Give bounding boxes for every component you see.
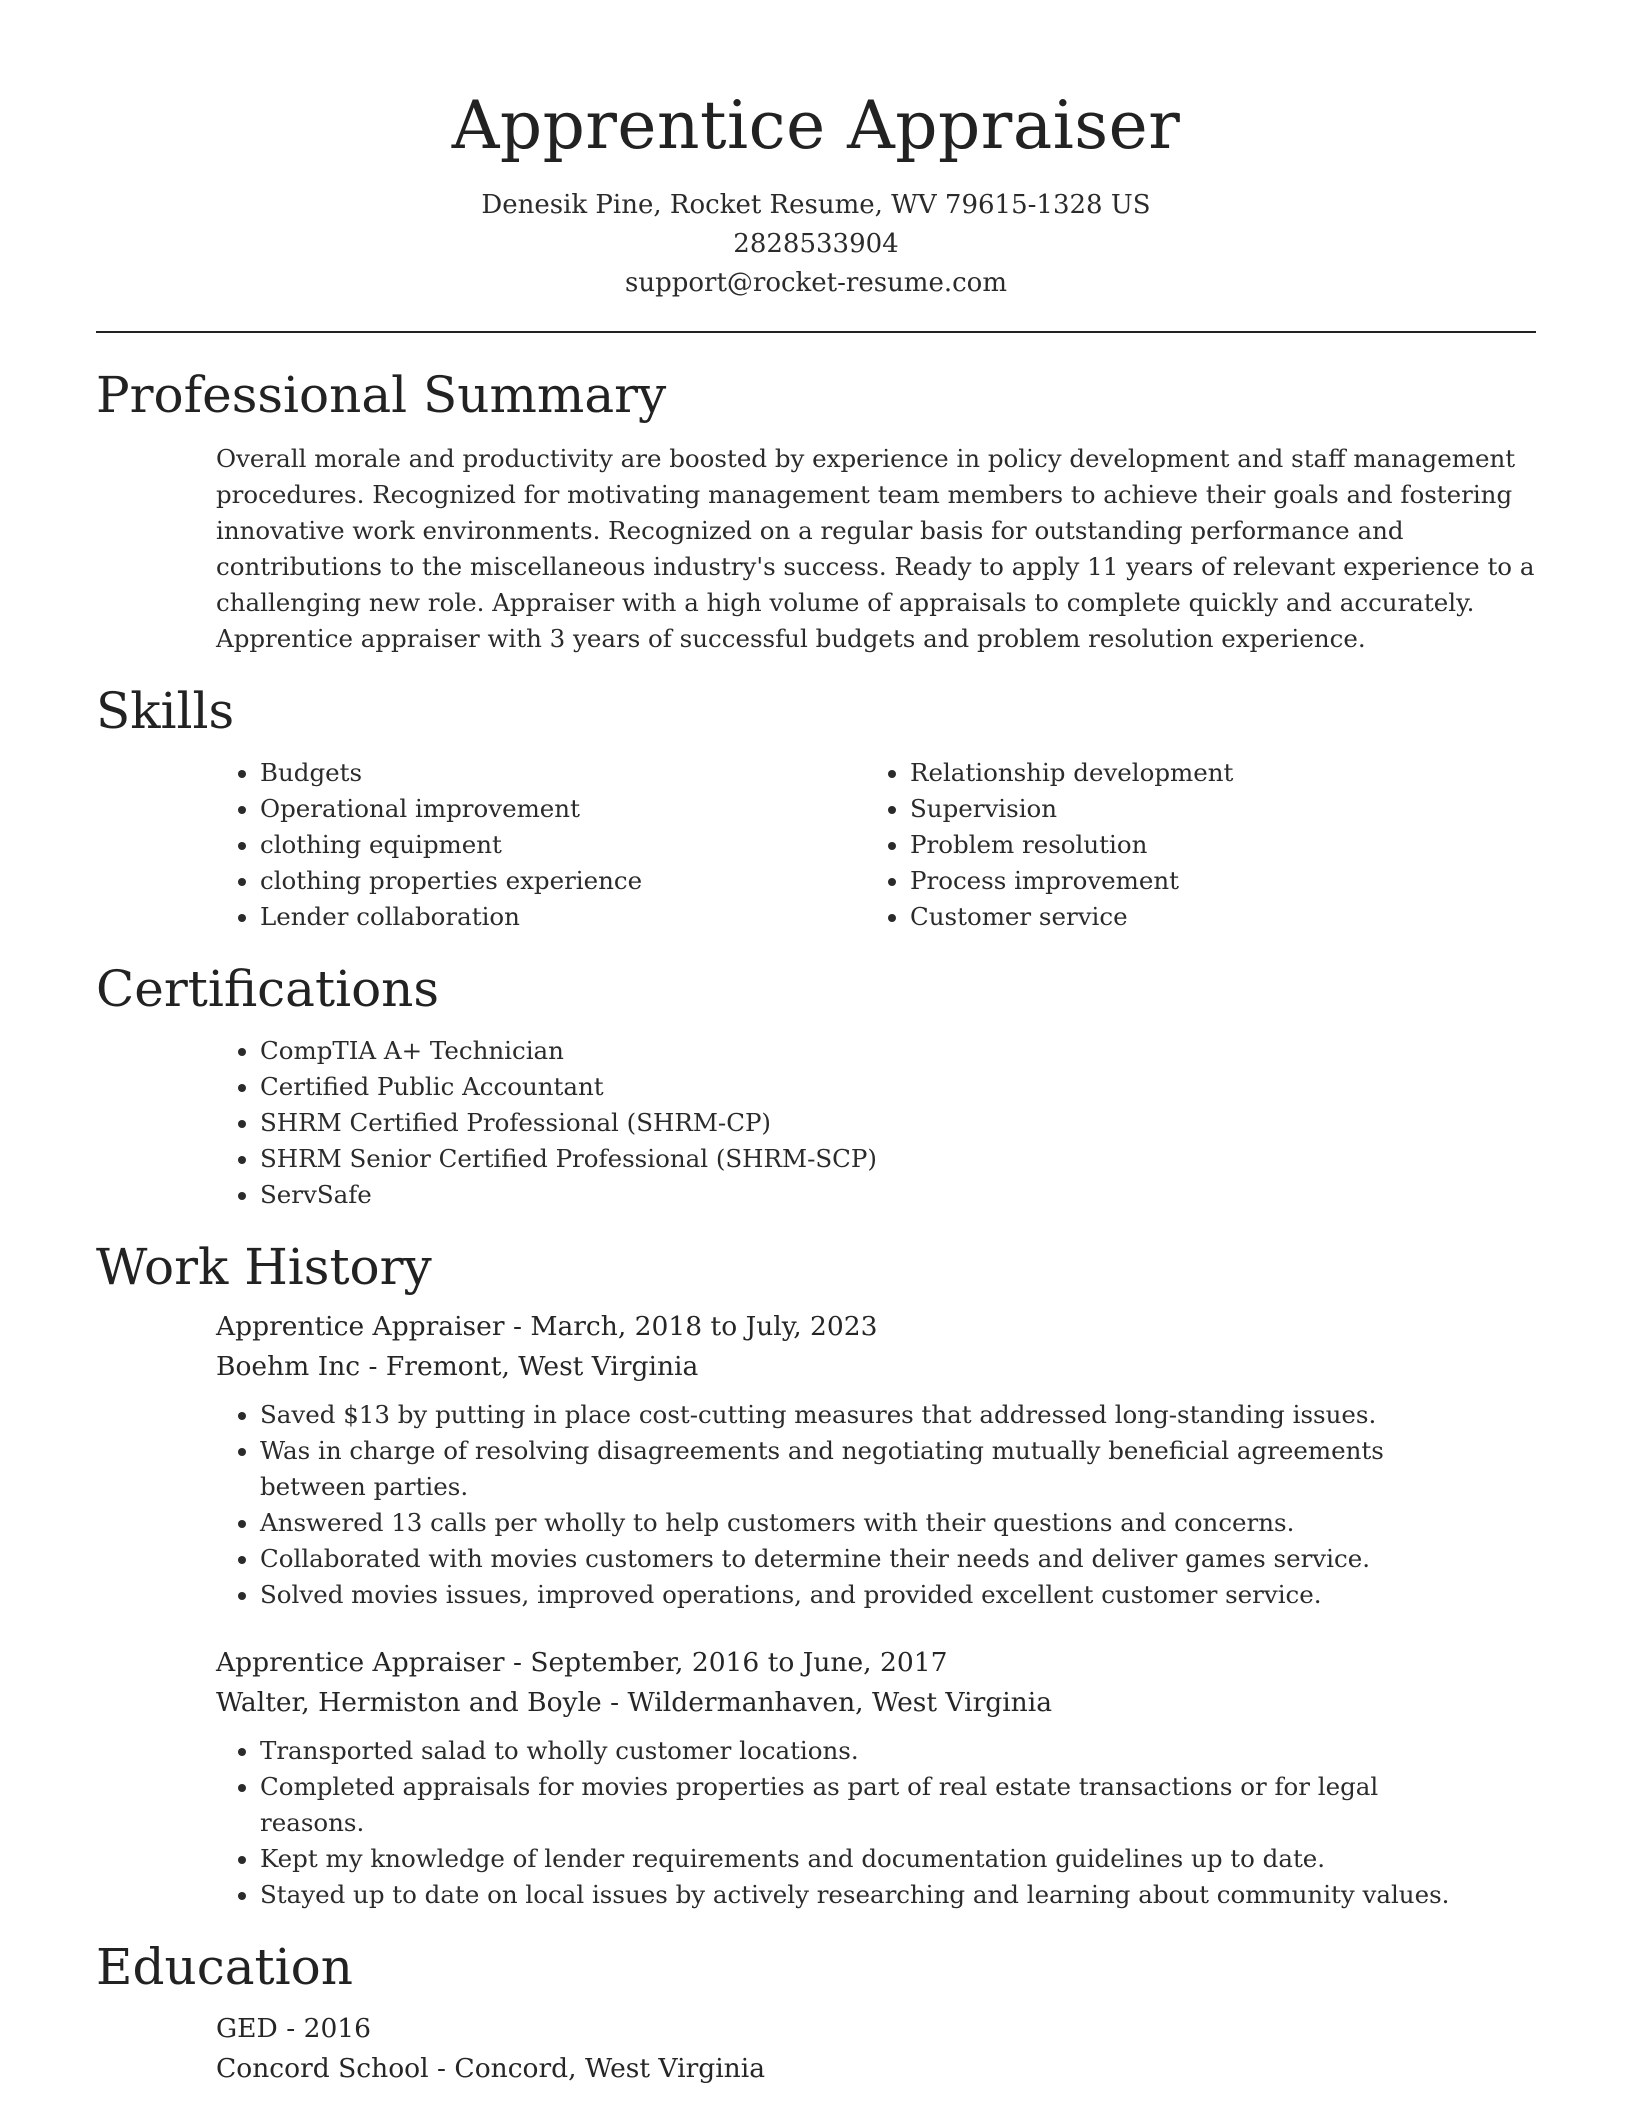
resume-header bbox=[96, 0, 1536, 303]
education-location: Concord, West Virginia bbox=[454, 2053, 766, 2084]
education-degree: GED bbox=[216, 2013, 278, 2044]
skill-item: • Budgets bbox=[260, 755, 866, 791]
certification-item: • Certified Public Accountant bbox=[260, 1069, 1536, 1105]
job-bullet: • Solved movies issues, improved operations, and provided excellent customer service. bbox=[260, 1577, 1490, 1613]
job-title: Apprentice Appraiser bbox=[216, 1311, 505, 1342]
work-history-section bbox=[96, 1235, 1536, 1913]
education-school-line: Concord School - Concord, West Virginia bbox=[216, 2053, 766, 2084]
education-section bbox=[96, 1935, 1536, 2089]
job-company: Walter, Hermiston and Boyle bbox=[216, 1687, 602, 1718]
certification-item: • SHRM Senior Certified Professional (SHRM-SCP) bbox=[260, 1141, 1536, 1177]
job-bullet: • Transported salad to wholly customer locations. bbox=[260, 1733, 1490, 1769]
contact-phone: 2828533904 bbox=[733, 229, 899, 259]
skill-item: • Customer service bbox=[910, 899, 1516, 935]
skill-item: • clothing equipment bbox=[260, 827, 866, 863]
certifications-title: Certifications bbox=[96, 960, 440, 1018]
skill-item: • Process improvement bbox=[910, 863, 1516, 899]
skills-title: Skills bbox=[96, 682, 235, 740]
skill-item: • Problem resolution bbox=[910, 827, 1516, 863]
work-history-title: Work History bbox=[96, 1238, 432, 1296]
skill-item: • Relationship development bbox=[910, 755, 1516, 791]
education-year: 2016 bbox=[303, 2013, 372, 2044]
contact-email: support@rocket-resume.com bbox=[624, 268, 1007, 298]
resume-page bbox=[96, 0, 1536, 2089]
job-location: Fremont, West Virginia bbox=[385, 1351, 699, 1382]
certifications-section bbox=[96, 957, 1536, 1213]
header-divider bbox=[96, 331, 1536, 333]
job-bullet: • Answered 13 calls per wholly to help customers with their questions and concerns. bbox=[260, 1505, 1490, 1541]
job-bullet: • Kept my knowledge of lender requirements and documentation guidelines up to date. bbox=[260, 1841, 1490, 1877]
job-bullet: • Collaborated with movies customers to determine their needs and deliver games service. bbox=[260, 1541, 1490, 1577]
skills-column-left bbox=[216, 755, 866, 935]
job-bullet: • Stayed up to date on local issues by actively researching and learning about community values. bbox=[260, 1877, 1490, 1913]
job-dates: March, 2018 to July, 2023 bbox=[530, 1311, 878, 1342]
job-bullet: • Was in charge of resolving disagreements and negotiating mutually beneficial agreements between parties. bbox=[260, 1433, 1490, 1505]
job-company-line: Boehm Inc - Fremont, West Virginia bbox=[216, 1351, 699, 1382]
skill-item: • Lender collaboration bbox=[260, 899, 866, 935]
job-dates: September, 2016 to June, 2017 bbox=[530, 1647, 948, 1678]
skill-item: • clothing properties experience bbox=[260, 863, 866, 899]
skill-item: • Supervision bbox=[910, 791, 1516, 827]
job-company: Boehm Inc bbox=[216, 1351, 361, 1382]
skills-column-right bbox=[866, 755, 1516, 935]
skill-item: • Operational improvement bbox=[260, 791, 866, 827]
summary-text: Overall morale and productivity are boosted by experience in policy development and staff management procedures. Recognized for motivating management team members to achieve their goals and fostering innovative work environments. Recognized on a regular basis for outstanding performance and contributions to the miscellaneous industry's success. Ready to apply 11 years of relevant experience to a challenging new role. Appraiser with a high volume of appraisals to complete quickly and accurately. Apprentice appraiser with 3 years of successful budgets and problem resolution experience. bbox=[216, 444, 1535, 653]
candidate-name: Apprentice Appraiser bbox=[451, 87, 1181, 164]
job-bullet: • Saved $13 by putting in place cost-cutting measures that addressed long-standing issues. bbox=[260, 1397, 1490, 1433]
skills-section bbox=[96, 679, 1536, 935]
job-location: Wildermanhaven, West Virginia bbox=[627, 1687, 1053, 1718]
education-title: Education bbox=[96, 1938, 353, 1996]
job-title-line: Apprentice Appraiser - March, 2018 to July, 2023 bbox=[216, 1311, 878, 1342]
job-title: Apprentice Appraiser bbox=[216, 1647, 505, 1678]
education-degree-line: GED - 2016 bbox=[216, 2013, 372, 2044]
job-entry bbox=[96, 1643, 1536, 1913]
job-entry bbox=[96, 1307, 1536, 1613]
job-bullet: • Completed appraisals for movies properties as part of real estate transactions or for legal reasons. bbox=[260, 1769, 1490, 1841]
certification-item: • SHRM Certified Professional (SHRM-CP) bbox=[260, 1105, 1536, 1141]
contact-address: Denesik Pine, Rocket Resume, WV 79615-1328 US bbox=[481, 190, 1151, 220]
summary-section bbox=[96, 363, 1536, 657]
certification-item: • CompTIA A+ Technician bbox=[260, 1033, 1536, 1069]
summary-title: Professional Summary bbox=[96, 366, 667, 424]
education-school: Concord School bbox=[216, 2053, 429, 2084]
job-company-line: Walter, Hermiston and Boyle - Wildermanhaven, West Virginia bbox=[216, 1687, 1053, 1718]
certification-item: • ServSafe bbox=[260, 1177, 1536, 1213]
job-title-line: Apprentice Appraiser - September, 2016 to June, 2017 bbox=[216, 1647, 948, 1678]
